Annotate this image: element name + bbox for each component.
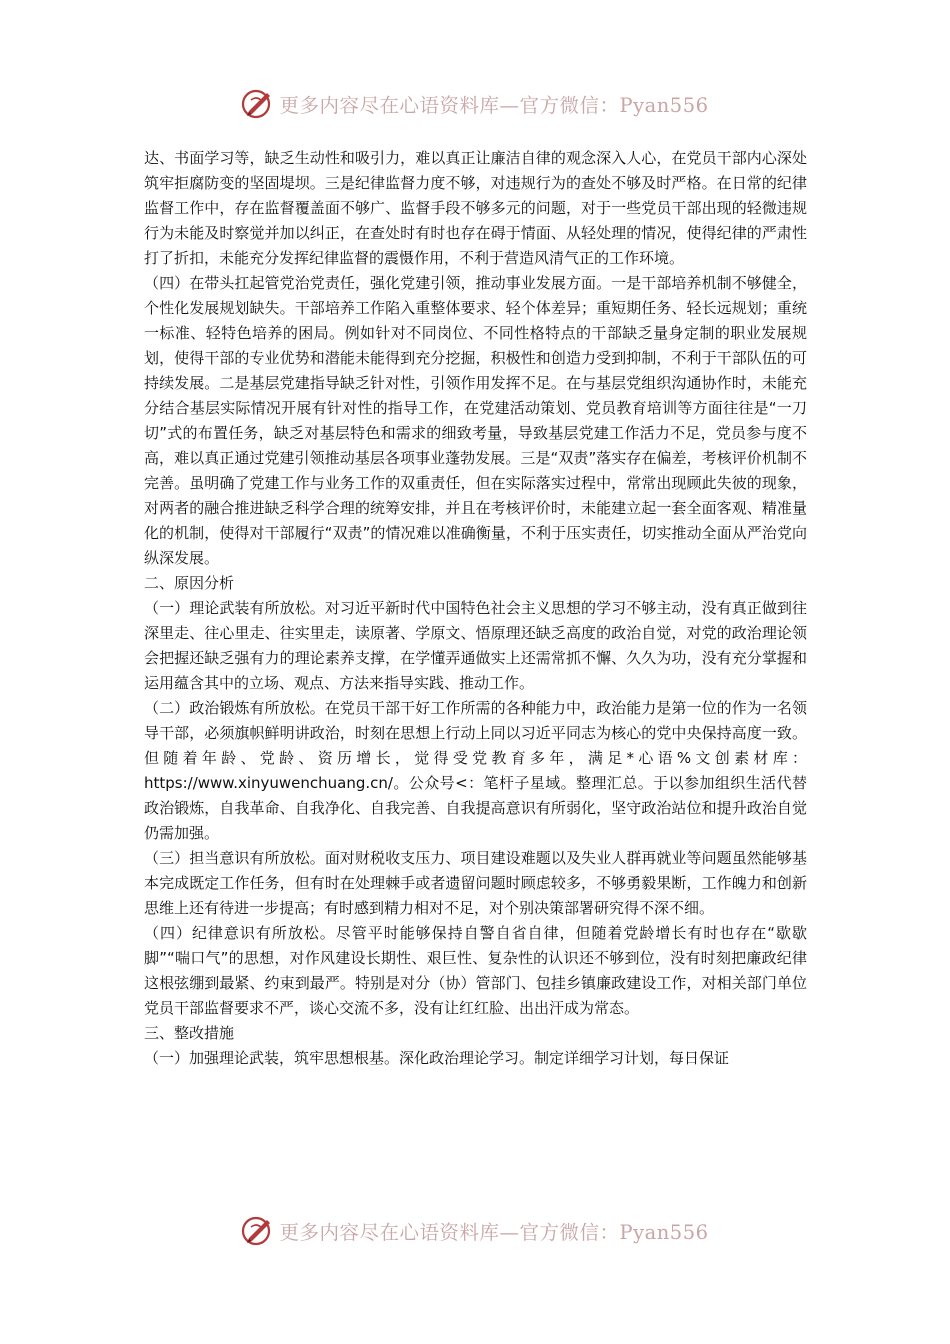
watermark-header (0, 84, 950, 124)
document-body (144, 146, 807, 1071)
watermark-footer (0, 1211, 950, 1251)
paragraph-political-training: （二）政治锻炼有所放松。在党员干部干好工作所需的各种能力中，政治能力是第一位的作为一名领导干部，必须旗帜鲜明讲政治，时刻在思想上行动上同以习近平同志为核心的党中央保持高度一致。但随着年龄、党龄、资历增长，觉得受党教育多年，满足*心语%文创素材库：https://www.xinyuwenchuang.cn/。公众号<：笔杆子星域。整理汇总。于以参加组织生活代替政治锻炼，自我革命、自我净化、自我完善、自我提高意识有所弱化，坚守政治站位和提升政治自觉仍需加强。 (144, 699, 807, 842)
section-heading-cause-analysis: 二、原因分析 (144, 574, 235, 592)
paragraph-discipline: 达、书面学习等，缺乏生动性和吸引力，难以真正让廉洁自律的观念深入人心，在党员干部内心深处筑牢拒腐防变的坚固堤坝。三是纪律监督力度不够，对违规行为的查处不够及时严格。在日常的纪律监督工作中，存在监督覆盖面不够广、监督手段不够多元的问题，对于一些党员干部出现的轻微违规行为未能及时察觉并加以纠正，在查处时有时也存在碍于情面、从轻处理的情况，使得纪律的严肃性打了折扣，未能充分发挥纪律监督的震慑作用，不利于营造风清气正的工作环境。 (144, 149, 807, 267)
paragraph-party-building: （四）在带头扛起管党治党责任，强化党建引领，推动事业发展方面。一是干部培养机制不够健全，个性化发展规划缺失。干部培养工作陷入重整体要求、轻个体差异；重短期任务、轻长远规划；重统一标准、轻特色培养的困局。例如针对不同岗位、不同性格特点的干部缺乏量身定制的职业发展规划，使得干部的专业优势和潜能未能得到充分挖掘，积极性和创造力受到抑制，不利于干部队伍的可持续发展。二是基层党建指导缺乏针对性，引领作用发挥不足。在与基层党组织沟通协作时，未能充分结合基层实际情况开展有针对性的指导工作，在党建活动策划、党员教育培训等方面往往是“一刀切”式的布置任务，缺乏对基层特色和需求的细致考量，导致基层党建工作活力不足，党员参与度不高，难以真正通过党建引领推动基层各项事业蓬勃发展。三是“双责”落实存在偏差，考核评价机制不完善。虽明确了党建工作与业务工作的双重责任，但在实际落实过程中，常常出现顾此失彼的现象，对两者的融合推进缺乏科学合理的统筹安排，并且在考核评价时，未能建立起一套全面客观、精准量化的机制，使得对干部履行“双责”的情况难以准确衡量，不利于压实责任，切实推动全面从严治党向纵深发展。 (144, 274, 807, 567)
pen-logo-icon (241, 87, 275, 121)
paragraph-responsibility: （三）担当意识有所放松。面对财税收支压力、项目建设难题以及失业人群再就业等问题虽然能够基本完成既定工作任务，但有时在处理棘手或者遗留问题时顾虑较多，不够勇毅果断，工作魄力和创新思维上还有待进一步提高；有时感到精力相对不足，对个别决策部署研究得不深不细。 (144, 849, 807, 917)
paragraph-theory-armament: （一）加强理论武装，筑牢思想根基。深化政治理论学习。制定详细学习计划，每日保证 (144, 1049, 730, 1067)
paragraph-discipline-awareness: （四）纪律意识有所放松。尽管平时能够保持自警自省自律，但随着党龄增长有时也存在“歇歇脚”“喘口气”的思想，对作风建设长期性、艰巨性、复杂性的认识还不够到位，没有时刻把廉政纪律这根弦绷到最紧、约束到最严。特别是对分（协）管部门、包挂乡镇廉政建设工作，对相关部门单位党员干部监督要求不严，谈心交流不多，没有让红红脸、出出汗成为常态。 (144, 924, 807, 1017)
section-heading-rectification: 三、整改措施 (144, 1024, 235, 1042)
pen-logo-icon (241, 1214, 275, 1248)
paragraph-theory: （一）理论武装有所放松。对习近平新时代中国特色社会主义思想的学习不够主动，没有真正做到往深里走、往心里走、往实里走，读原著、学原文、悟原理还缺乏高度的政治自觉，对党的政治理论领会把握还缺乏强有力的理论素养支撑，在学懂弄通做实上还需常抓不懈、久久为功，没有充分掌握和运用蕴含其中的立场、观点、方法来指导实践、推动工作。 (144, 599, 807, 692)
watermark-text: 更多内容尽在心语资料库—官方微信：Pyan556 (279, 94, 709, 117)
watermark-text: 更多内容尽在心语资料库—官方微信：Pyan556 (279, 1221, 709, 1244)
